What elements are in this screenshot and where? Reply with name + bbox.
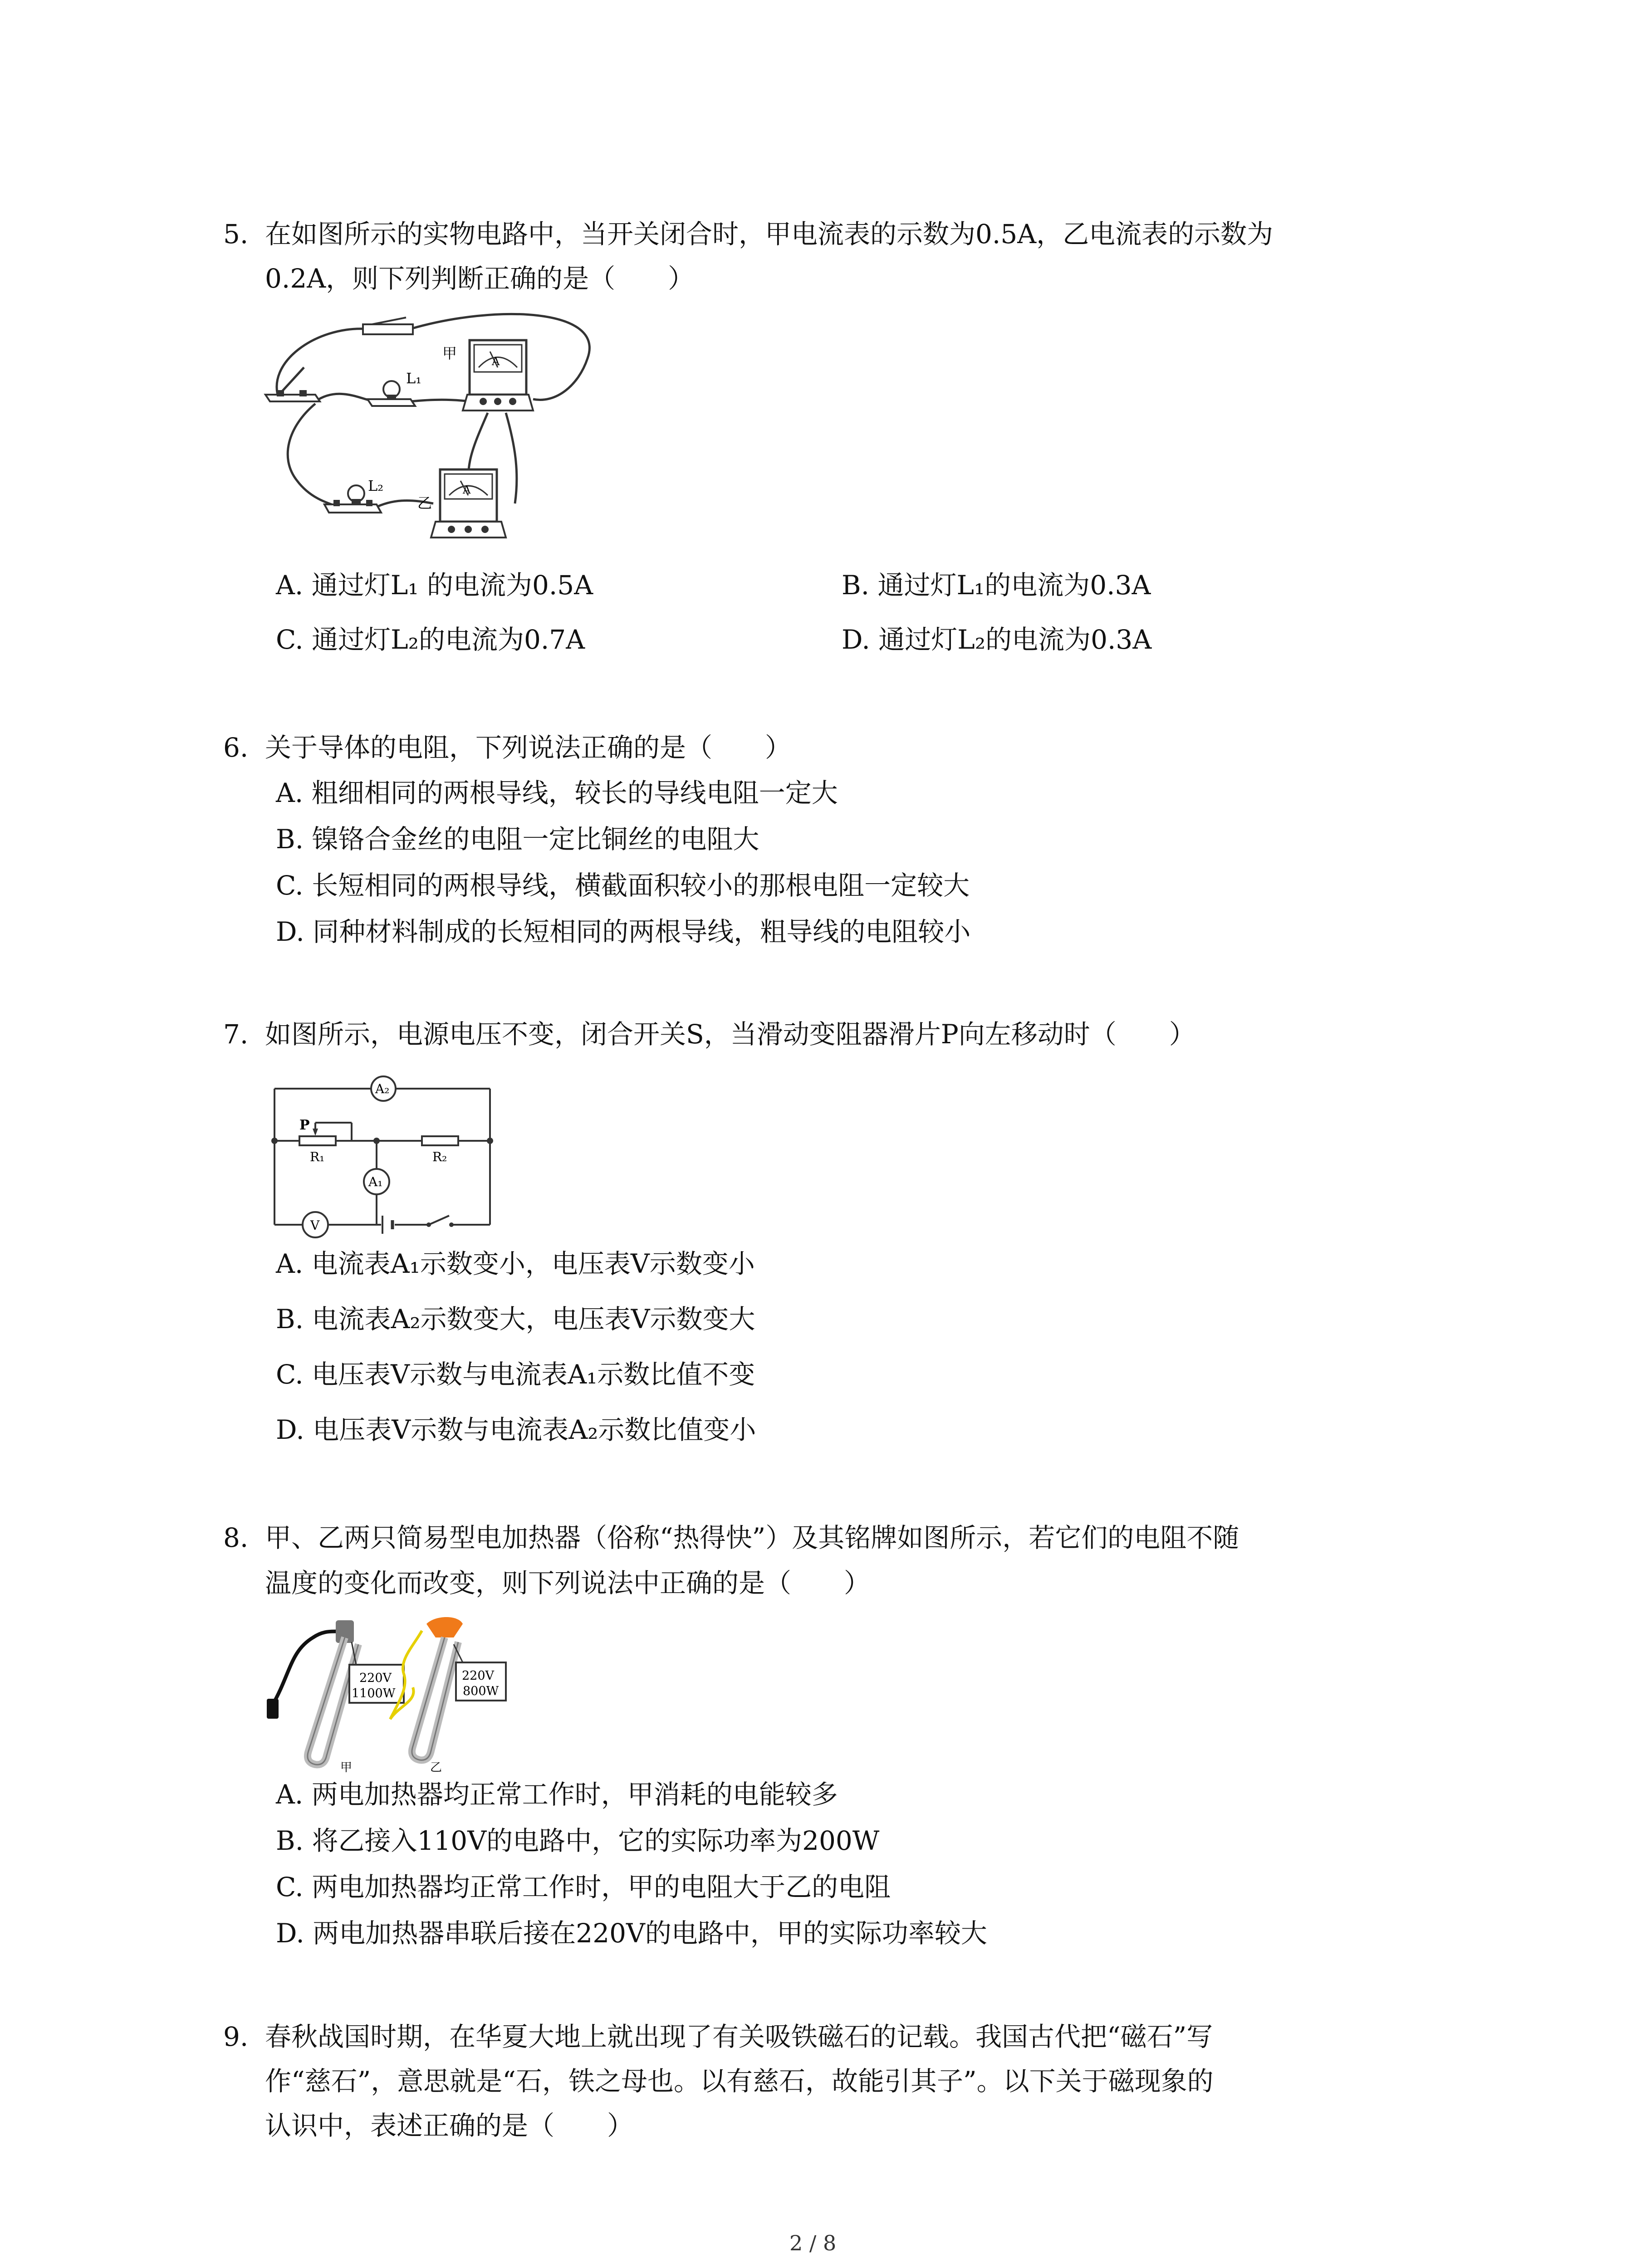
q5-ammeter-yi xyxy=(431,469,506,538)
q8-label-yi: 乙 xyxy=(430,1761,442,1774)
q9-stem-line3: 认识中，表述正确的是（ ） xyxy=(265,2110,634,2141)
q8-jia-voltage: 220V xyxy=(359,1671,392,1685)
q5-label-l1: L₁ xyxy=(406,370,422,387)
q7-option-a: A. 电流表A₁示数变小，电压表V示数变小 xyxy=(276,1248,755,1279)
q9-stem-text-1: 春秋战国时期，在华夏大地上就出现了有关吸铁磁石的记载。我国古代把“磁石”写 xyxy=(265,2021,1213,2052)
q6-option-d: D. 同种材料制成的长短相同的两根导线，粗导线的电阻较小 xyxy=(276,916,971,947)
q7-stem-text: 如图所示，电源电压不变，闭合开关S，当滑动变阻器滑片P向左移动时（ ） xyxy=(265,1019,1195,1050)
q7-option-b: B. 电流表A₂示数变大，电压表V示数变大 xyxy=(276,1304,755,1334)
q5-ammeter-jia xyxy=(463,340,533,411)
q5-label-yi: 乙 xyxy=(417,494,432,512)
q9-stem-line1 xyxy=(223,2019,1213,2054)
q7-label-p: P xyxy=(299,1117,310,1133)
q8-jia-power: 1100W xyxy=(352,1686,396,1701)
q8-option-d: D. 两电加热器串联后接在220V的电路中，甲的实际功率较大 xyxy=(276,1918,987,1949)
q8-yi-power: 800W xyxy=(463,1684,499,1698)
q8-number: 8. xyxy=(223,1522,249,1553)
q7-label-r1: R₁ xyxy=(310,1149,325,1164)
page-number: 2 / 8 xyxy=(789,2231,837,2255)
q5-option-a: A. 通过灯L₁ 的电流为0.5A xyxy=(276,570,593,601)
q5-meter-unit-jia: A xyxy=(492,355,500,368)
q5-stem-line1 xyxy=(223,217,1273,251)
q6-option-a: A. 粗细相同的两根导线，较长的导线电阻一定大 xyxy=(276,777,838,808)
q7-resistor-r1 xyxy=(299,1136,336,1145)
q8-heaters-figure xyxy=(263,1610,572,1778)
q5-option-b: B. 通过灯L₁的电流为0.3A xyxy=(842,570,1151,601)
q5-meter-unit-yi: A xyxy=(463,484,471,496)
q7-label-v: V xyxy=(310,1218,320,1233)
q6-option-c: C. 长短相同的两根导线，横截面积较小的那根电阻一定较大 xyxy=(276,870,970,901)
q7-number: 7. xyxy=(223,1019,249,1050)
q5-option-d: D. 通过灯L₂的电流为0.3A xyxy=(842,624,1152,655)
q7-option-d: D. 电压表V示数与电流表A₂示数比值变小 xyxy=(276,1414,756,1445)
q7-option-c: C. 电压表V示数与电流表A₁示数比值不变 xyxy=(276,1359,755,1390)
q5-stem-text-1: 在如图所示的实物电路中，当开关闭合时，甲电流表的示数为0.5A，乙电流表的示数为 xyxy=(265,219,1274,249)
q7-resistor-r2 xyxy=(422,1136,458,1145)
q8-stem-line2: 温度的变化而改变，则下列说法中正确的是（ ） xyxy=(265,1568,871,1598)
q6-option-b: B. 镍铬合金丝的电阻一定比铜丝的电阻大 xyxy=(276,824,759,855)
q9-number: 9. xyxy=(223,2021,249,2052)
q6-stem-text: 关于导体的电阻，下列说法正确的是（ ） xyxy=(265,732,792,763)
q6-stem-line1 xyxy=(223,730,791,765)
q5-label-l2: L₂ xyxy=(368,477,384,494)
q8-yi-voltage: 220V xyxy=(462,1669,495,1683)
q7-circuit-figure xyxy=(265,1061,501,1241)
q5-circuit-figure xyxy=(261,308,606,544)
q5-switch-top xyxy=(363,318,413,334)
q5-option-c: C. 通过灯L₂的电流为0.7A xyxy=(276,624,585,655)
q8-stem-line1 xyxy=(223,1520,1239,1555)
q7-label-a1: A₁ xyxy=(368,1174,383,1189)
q7-label-a2: A₂ xyxy=(375,1081,390,1096)
q8-option-c: C. 两电加热器均正常工作时，甲的电阻大于乙的电阻 xyxy=(276,1872,891,1902)
q8-option-a: A. 两电加热器均正常工作时，甲消耗的电能较多 xyxy=(276,1779,838,1810)
q7-label-r2: R₂ xyxy=(432,1149,447,1164)
q8-stem-text-1: 甲、乙两只简易型电加热器（俗称“热得快”）及其铭牌如图所示，若它们的电阻不随 xyxy=(265,1522,1239,1553)
q9-stem-line2: 作“慈石”，意思就是“石，铁之母也。以有慈石，故能引其子”。以下关于磁现象的 xyxy=(265,2066,1214,2097)
q5-switch-left xyxy=(265,367,320,401)
q5-stem-line2: 0.2A，则下列判断正确的是（ ） xyxy=(265,263,695,294)
q7-stem-line1 xyxy=(223,1017,1195,1051)
q6-number: 6. xyxy=(223,732,249,763)
q5-label-jia: 甲 xyxy=(442,345,457,362)
q8-option-b: B. 将乙接入110V的电路中，它的实际功率为200W xyxy=(276,1825,880,1856)
q8-label-jia: 甲 xyxy=(340,1761,353,1774)
q5-number: 5. xyxy=(223,219,249,249)
